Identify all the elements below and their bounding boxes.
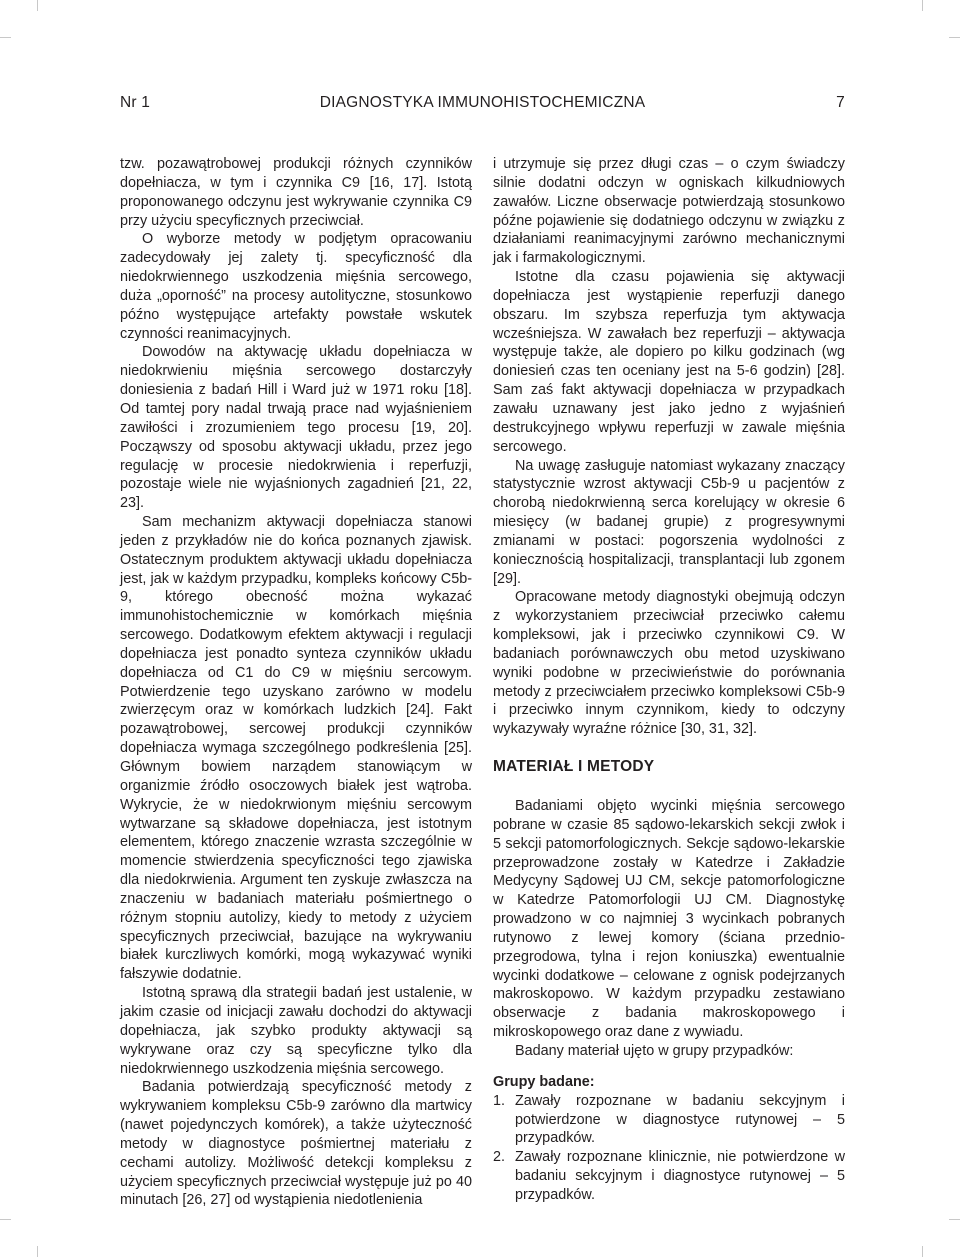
crop-mark	[922, 0, 923, 11]
list-item	[493, 1148, 845, 1205]
crop-mark	[949, 37, 960, 38]
crop-mark	[37, 1246, 38, 1257]
paragraph: Badaniami objęto wycinki mięśnia sercowego pobrane w czasie 85 sądowo-lekarskich sekcji zwłok i 5 sekcji patomorfologicznych. Sekcje sądowo-lekarskie przeprowadzone zostały w Katedrze i Zakładzie Medycyny Sądowej UJ CM, sekcje patomorfologiczne w Katedrze Patomorfologii UJ CM. Diagnostykę prowadzono w co najmniej 3 wycinkach pobranych rutynowo z lewej komory (ściana przednio-przegrodowa, tylna i rejon koniuszka) ewentualnie wycinki dodatkowe – celowane z ognisk podejrzanych makroskopowo. W każdym przypadku zestawiano obserwacje z badania makroskopowego i mikroskopowego oraz dane z wywiadu.	[493, 798, 845, 1041]
paragraph: Istotne dla czasu pojawienia się aktywacji dopełniacza jest wystąpienie reperfuzji danego obszaru. Im szybsza reperfuzja tym aktywacja wcześniejsza. W zawałach bez reperfuzji – aktywacja występuje także, ale dopiero po kilku godzinach (wg doniesień czas ten oceniany jest na 5-6 godzin) [28]. Sam zaś fakt aktywacji dopełniacza w przypadkach zawału uznawany jest jako jedno z wyjaśnień destrukcyjnego wpływu reperfuzji w zawale mięśnia sercowego.	[493, 269, 845, 455]
running-title: DIAGNOSTYKA IMMUNOHISTOCHEMICZNA	[319, 94, 646, 111]
paragraph: O wyborze metody w podjętym opracowaniu zadecydowały jej zalety tj. specyficzność dla niedokrwiennego uszkodzenia mięśnia sercowego, duża „oporność” na procesy autolityczne, stosunkowo późno występujące artefakty powstałe wskutek czynności reanimacyjnych.	[120, 231, 472, 342]
paragraph: Opracowane metody diagnostyki obejmują odczyn z wykorzystaniem przeciwciał przeciwko całemu kompleksowi, jak i przeciwko czynnikowi C9. W badaniach porównawczych obu metod uzyskiwano wyniki podobne w przeciwieństwie do porównania metody z przeciwciałem przeciwko kompleksowi C5b-9 i przeciwko innym czynnikom, kiedy to odczyny wykazywały wyraźne różnice [30, 31, 32].	[493, 589, 845, 738]
crop-mark	[0, 1219, 11, 1220]
paragraph: tzw. pozawątrobowej produkcji różnych czynników dopełniacza, w tym i czynnika C9 [16, 17]. Istotą proponowanego odczynu jest wykrywanie czynnika C9 przy użyciu specyficznych przeciwciał.	[120, 156, 472, 229]
paragraph: Badania potwierdzają specyficzność metody z wykrywaniem kompleksu C5b-9 zarówno dla martwicy (nawet pojedynczych komórek), a także użyteczność metody w diagnostyce pośmiertnej materiału z cechami autolizy. Możliwość detekcji kompleksu z użyciem specyficznych przeciwciał występuje już po 40 minutach [26, 27] od wystąpienia niedotlenienia	[120, 1079, 472, 1209]
right-column	[493, 155, 845, 1205]
paragraph: Badany materiał ujęto w grupy przypadków:	[515, 1042, 794, 1059]
list-item-text: Zawały rozpoznane klinicznie, nie potwierdzone w badaniu sekcyjnym i diagnostyce rutynowej – 5 przypadków.	[515, 1149, 845, 1203]
running-header	[120, 94, 845, 116]
crop-mark	[0, 37, 11, 38]
list-item-text: Zawały rozpoznane w badaniu sekcyjnym i potwierdzone w diagnostyce rutynowej – 5 przypadków.	[515, 1092, 845, 1147]
paragraph: Istotną sprawą dla strategii badań jest ustalenie, w jakim czasie od inicjacji zawału dochodzi do aktywacji dopełniacza, jak szybko produkty aktywacji są wykrywane oraz czy są specyficzne tylko dla niedokrwiennego uszkodzenia mięśnia sercowego.	[120, 985, 472, 1077]
left-column	[120, 155, 472, 1210]
section-heading: MATERIAŁ I METODY	[493, 758, 655, 776]
paragraph: i utrzymuje się przez długi czas – o czym świadczy silnie dodatni odczyn w ogniskach kilkudniowych zawałów. Liczne obserwacje potwierdzają stosunkowo późne pojawienie się dodatniego odczynu w związku z działaniami reanimacyjnymi zarówno mechanicznymi jak i farmakologicznymi.	[493, 156, 845, 267]
groups-title: Grupy badane:	[493, 1073, 595, 1090]
paragraph: Na uwagę zasługuje natomiast wykazany znaczący statystycznie wzrost aktywacji C5b-9 u pacjentów z chorobą niedokrwienną serca korelujący w okresie 6 miesięcy (w badanej grupie) z progresywnymi zmianami w postaci: pogorszenia wydolności z koniecznością hospitalizacji, transplantacji lub zgonem [29].	[493, 457, 845, 587]
crop-mark	[922, 1246, 923, 1257]
paragraph: Dowodów na aktywację układu dopełniacza w niedokrwieniu mięśnia sercowego dostarczyły doniesienia z badań Hill i Ward już w 1971 roku [18]. Od tamtej pory nadal trwają prace nad wyjaśnieniem zawiłości i zrozumieniem tego procesu [19, 20]. Począwszy od sposobu aktywacji układu, przez jego regulację w procesie niedokrwienia i reperfuzji, pozostaje wiele nie wyjaśnionych zagadnień [21, 22, 23].	[120, 344, 472, 512]
crop-mark	[949, 1219, 960, 1220]
page-number: 7	[836, 94, 845, 111]
groups-list	[493, 1092, 845, 1205]
paragraph: Sam mechanizm aktywacji dopełniacza stanowi jeden z przykładów nie do końca poznanych zjawisk. Ostatecznym produktem aktywacji układu dopełniacza jest, jak w każdym przypadku, kompleks końcowy C5b-9, którego obecność można wykazać immunohistochemicznie w komórkach mięśnia sercowego. Dodatkowym efektem aktywacji i regulacji dopełniacza jest ponadto synteza czynników układu dopełniacza od C1 do C9 w mięśniu sercowym. Potwierdzenie tego uzyskano zarówno w modelu zwierzęcym oraz w komórkach ludzkich [24]. Fakt pozawątrobowej, sercowej produkcji czynników dopełniacza wymaga szczególnego podkreślenia [25]. Głównym bowiem narządem stanowiącym w organizmie źródło osoczowych białek jest wątroba. Wykrycie, że w niedokrwionym mięśniu sercowym wytwarzane są składowe dopełniacza, jest istotnym elementem, którego znaczenie wzrasta szczególnie w momencie stwierdzenia specyficzności tego zjawiska dla niedokrwienia. Argument ten zyskuje zwłaszcza na znaczeniu w badaniach materiału pośmiertnego o różnym stopniu autolizy, kiedy to metody z użyciem specyficznych przeciwciał, bazujące na wykrywaniu białek kurczliwych komórki, mogą wykazywać wyniki fałszywie dodatnie.	[120, 514, 472, 983]
crop-mark	[37, 0, 38, 11]
list-number: 2.	[493, 1149, 506, 1166]
list-item	[493, 1092, 845, 1149]
issue-number: Nr 1	[120, 94, 151, 111]
list-number: 1.	[493, 1092, 506, 1109]
